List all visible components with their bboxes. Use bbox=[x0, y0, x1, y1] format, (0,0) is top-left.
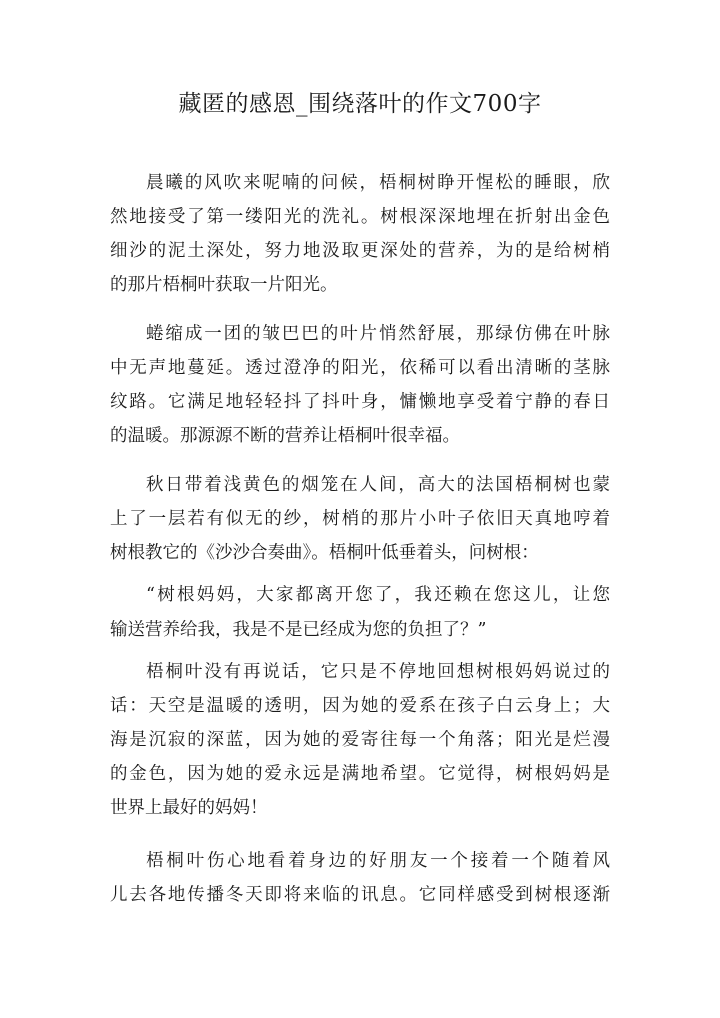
paragraph-2-line-1: 蜷缩成一团的皱巴巴的叶片悄然舒展，那绿仿佛在叶脉 bbox=[146, 324, 610, 344]
paragraph-1-line-4: 的那片梧桐叶获取一片阳光。 bbox=[110, 275, 338, 295]
paragraph-5-line-5: 世界上最好的妈妈！ bbox=[110, 798, 268, 818]
paragraph-3-line-2: 上了一层若有似无的纱，树梢的那片小叶子依旧天真地哼着 bbox=[110, 509, 610, 529]
paragraph-5-line-1: 梧桐叶没有再说话，它只是不停地回想树根妈妈说过的 bbox=[146, 662, 610, 682]
document-title: 藏匿的感恩_围绕落叶的作文700字 bbox=[178, 91, 542, 117]
paragraph-1-line-3: 细沙的泥土深处，努力地汲取更深处的营养，为的是给树梢 bbox=[110, 241, 610, 261]
paragraph-5-line-3: 海是沉寂的深蓝，因为她的爱寄往每一个角落；阳光是烂漫 bbox=[110, 730, 610, 750]
paragraph-2-line-2: 中无声地蔓延。透过澄净的阳光，依稀可以看出清晰的茎脉 bbox=[110, 358, 610, 378]
paragraph-4-line-2: 输送营养给我，我是不是已经成为您的负担了？” bbox=[110, 620, 487, 640]
paragraph-6-line-2: 儿去各地传播冬天即将来临的讯息。它同样感受到树根逐渐 bbox=[110, 885, 610, 905]
paragraph-3-line-1: 秋日带着浅黄色的烟笼在人间，高大的法国梧桐树也蒙 bbox=[146, 475, 610, 495]
paragraph-6-line-1: 梧桐叶伤心地看着身边的好朋友一个接着一个随着风 bbox=[146, 851, 610, 871]
paragraph-2-line-4: 的温暖。那源源不断的营养让梧桐叶很幸福。 bbox=[110, 426, 460, 446]
paragraph-1-line-2: 然地接受了第一缕阳光的洗礼。树根深深地埋在折射出金色 bbox=[110, 207, 610, 227]
paragraph-5-line-4: 的金色，因为她的爱永远是满地希望。它觉得，树根妈妈是 bbox=[110, 764, 610, 784]
paragraph-2-line-3: 纹路。它满足地轻轻抖了抖叶身，慵懒地享受着宁静的春日 bbox=[110, 392, 610, 412]
paragraph-4-line-1: “树根妈妈，大家都离开您了，我还赖在您这儿，让您 bbox=[146, 585, 610, 605]
paragraph-3-line-3: 树根教它的《沙沙合奏曲》。梧桐叶低垂着头，问树根： bbox=[110, 543, 539, 563]
paragraph-5-line-2: 话：天空是温暖的透明，因为她的爱系在孩子白云身上；大 bbox=[110, 696, 610, 716]
paragraph-1-line-1: 晨曦的风吹来呢喃的问候，梧桐树睁开惺松的睡眼，欣 bbox=[146, 173, 610, 193]
